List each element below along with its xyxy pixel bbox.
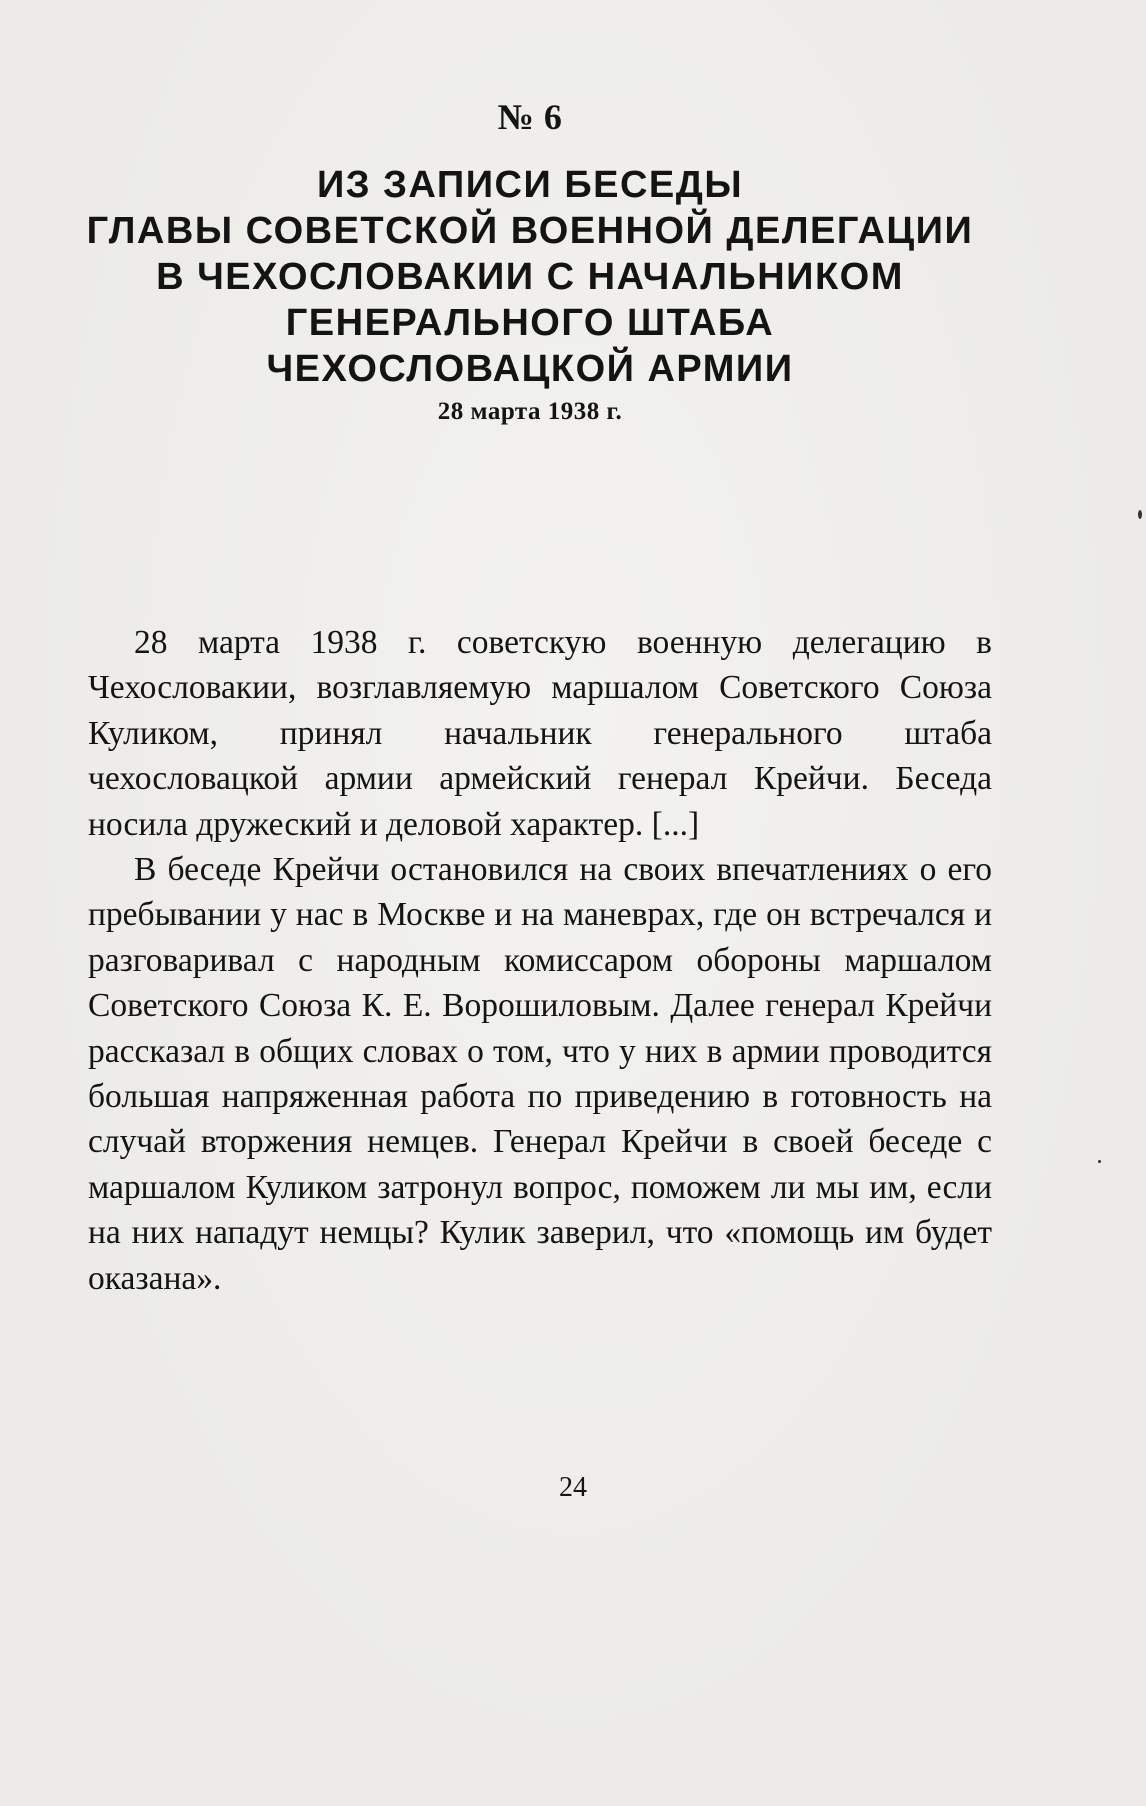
- scan-speck: [1098, 1160, 1101, 1163]
- title-line: ИЗ ЗАПИСИ БЕСЕДЫ: [316, 164, 744, 206]
- document-number: № 6: [497, 97, 563, 137]
- title-line: В ЧЕХОСЛОВАКИИ С НАЧАЛЬНИКОМ: [156, 256, 904, 298]
- body-paragraph: В беседе Крейчи остановился на своих впечатлениях о его пребывании у нас в Москве и на маневрах, где он встречался и разговаривал с народным комиссаром обороны маршалом Советского Союза К. Е. Ворошиловым. Далее генерал Крейчи рассказал в общих словах о том, что у них в армии проводится большая напряженная работа по приведению в готовность на случай вторжения немцев. Генерал Крейчи в своей беседе с маршалом Куликом затронул вопрос, поможем ли мы им, если на них нападут немцы? Кулик заверил, что «помощь им будет оказана».: [88, 851, 992, 1297]
- document-title: [80, 162, 980, 392]
- document-body: [88, 620, 992, 1301]
- scan-speck: [1138, 510, 1142, 519]
- title-line: ЧЕХОСЛОВАЦКОЙ АРМИИ: [266, 348, 794, 390]
- body-paragraph: 28 марта 1938 г. советскую военную делегацию в Чехословакии, возглавляемую маршалом Советского Союза Куликом, принял начальник генерального штаба чехословацкой армии армейский генерал Крейчи. Беседа носила дружеский и деловой характер. [...]: [88, 624, 992, 843]
- title-line: ГЛАВЫ СОВЕТСКОЙ ВОЕННОЙ ДЕЛЕГАЦИИ: [86, 210, 974, 252]
- document-date: 28 марта 1938 г.: [437, 398, 623, 425]
- page-number: 24: [559, 1472, 587, 1503]
- title-line: ГЕНЕРАЛЬНОГО ШТАБА: [285, 302, 775, 344]
